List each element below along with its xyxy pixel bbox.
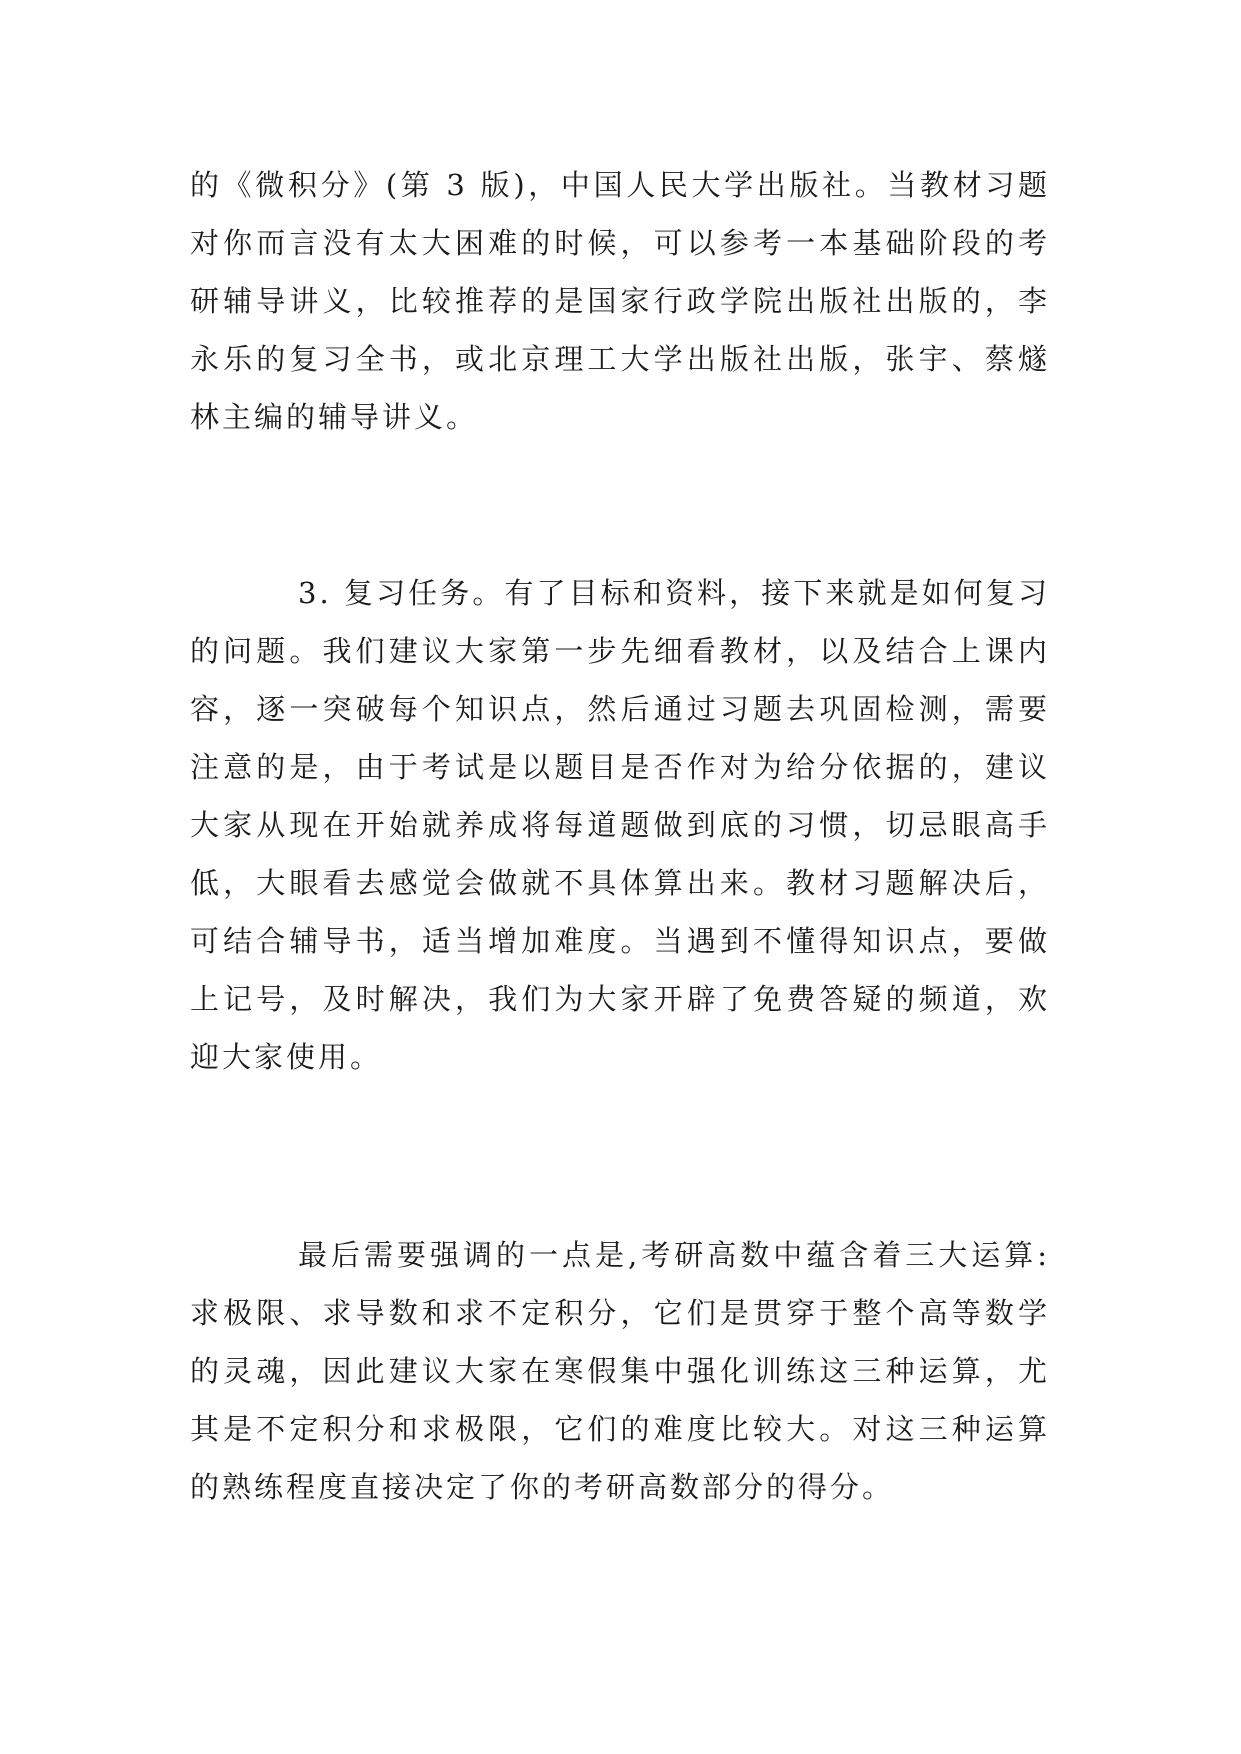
- text-line: 的灵魂，因此建议大家在寒假集中强化训练这三种运算，尤: [190, 1354, 1050, 1388]
- paragraph-review-tasks: [190, 564, 1050, 1086]
- text-line: 的《微积分》(第 3 版)，中国人民大学出版社。当教材习题: [190, 168, 1050, 202]
- text-line: 其是不定积分和求极限，它们的难度比较大。对这三种运算: [190, 1412, 1050, 1446]
- text-line: 的熟练程度直接决定了你的考研高数部分的得分。: [190, 1470, 895, 1504]
- paragraph-textbook-recommendations: [190, 156, 1050, 446]
- text-line: 研辅导讲义，比较推荐的是国家行政学院出版社出版的，李: [190, 284, 1050, 318]
- text-line: 上记号，及时解决，我们为大家开辟了免费答疑的频道，欢: [190, 982, 1050, 1016]
- text-line: 求极限、求导数和求不定积分，它们是贯穿于整个高等数学: [190, 1296, 1050, 1330]
- text-line: 3. 复习任务。有了目标和资料，接下来就是如何复习: [298, 576, 1050, 610]
- text-line: 最后需要强调的一点是,考研高数中蕴含着三大运算:: [298, 1238, 1050, 1272]
- text-line: 林主编的辅导讲义。: [190, 400, 479, 434]
- text-line: 迎大家使用。: [190, 1040, 383, 1074]
- text-line: 的问题。我们建议大家第一步先细看教材，以及结合上课内: [190, 634, 1050, 668]
- text-line: 永乐的复习全书，或北京理工大学出版社出版，张宇、蔡燧: [190, 342, 1050, 376]
- text-line: 低，大眼看去感觉会做就不具体算出来。教材习题解决后，: [190, 866, 1050, 900]
- text-line: 可结合辅导书，适当增加难度。当遇到不懂得知识点，要做: [190, 924, 1050, 958]
- text-line: 对你而言没有太大困难的时候，可以参考一本基础阶段的考: [190, 226, 1050, 260]
- text-line: 注意的是，由于考试是以题目是否作对为给分依据的，建议: [190, 750, 1050, 784]
- text-line: 大家从现在开始就养成将每道题做到底的习惯，切忌眼高手: [190, 808, 1050, 842]
- text-line: 容，逐一突破每个知识点，然后通过习题去巩固检测，需要: [190, 692, 1050, 726]
- paragraph-three-operations: [190, 1226, 1050, 1516]
